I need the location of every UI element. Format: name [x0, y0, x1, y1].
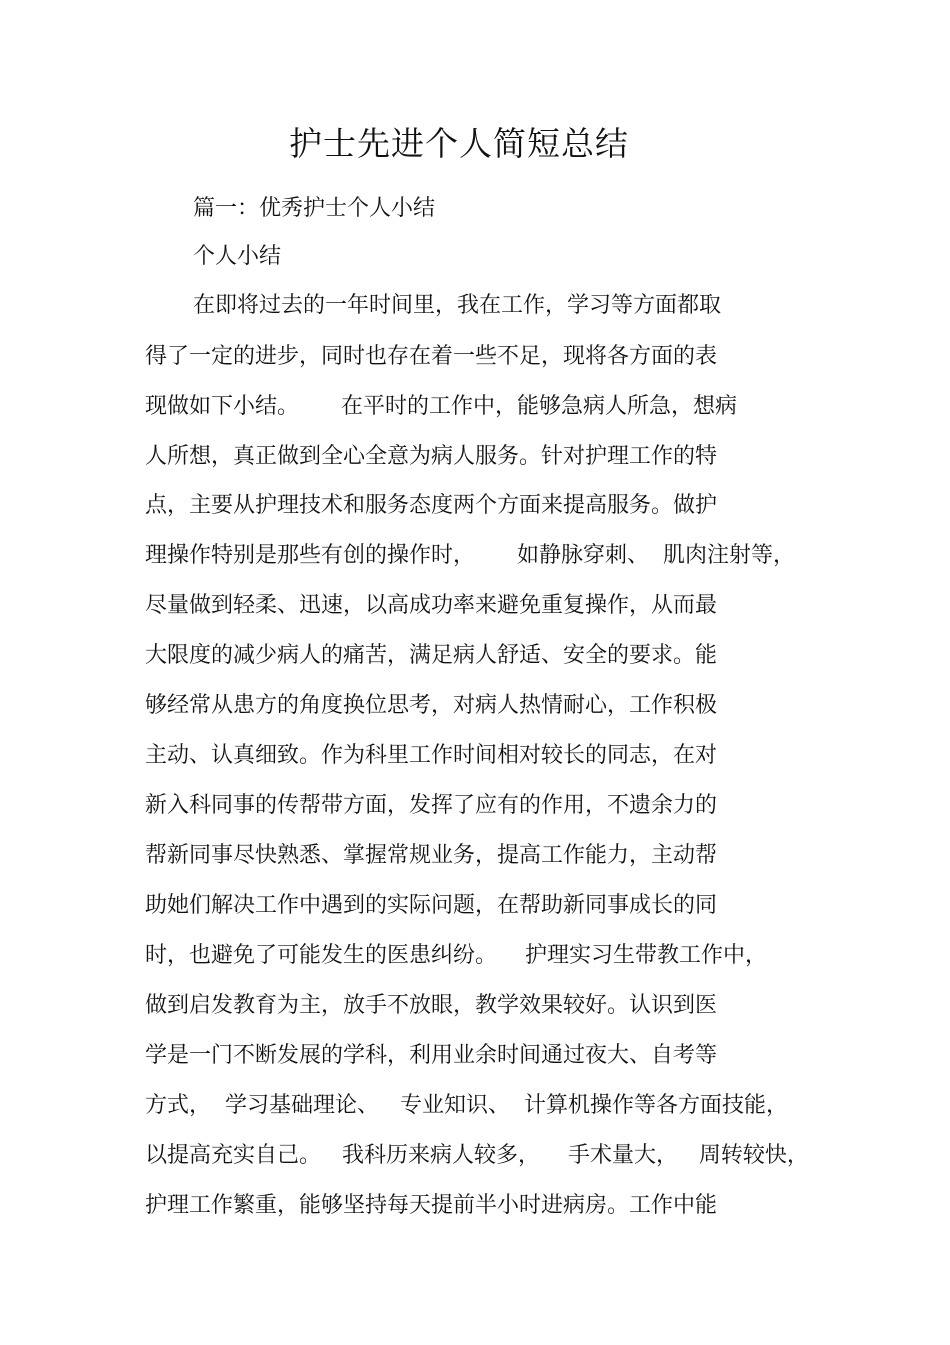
- body-line: 在即将过去的一年时间里，我在工作，学习等方面都取: [193, 293, 722, 318]
- body-line: 尽量做到轻柔、迅速，以高成功率来避免重复操作，从而最: [145, 593, 718, 618]
- subheading: 个人小结: [193, 244, 282, 269]
- body-line: 得了一定的进步，同时也存在着一些不足，现将各方面的表: [145, 344, 718, 369]
- body-line: 做到启发教育为主，放手不放眼，教学效果较好。认识到医: [145, 993, 718, 1018]
- body-line: 点，主要从护理技术和服务态度两个方面来提高服务。做护: [145, 493, 718, 518]
- body-line: 学是一门不断发展的学科，利用业余时间通过夜大、自考等: [145, 1043, 718, 1068]
- body-line: 助她们解决工作中遇到的实际问题，在帮助新同事成长的同: [145, 893, 718, 918]
- body-line: 帮新同事尽快熟悉、掌握常规业务，提高工作能力，主动帮: [145, 843, 718, 868]
- body-line: 方式， 学习基础理论、 专业知识、 计算机操作等各方面技能，: [145, 1093, 788, 1118]
- body-line: 主动、认真细致。作为科里工作时间相对较长的同志，在对: [145, 743, 718, 768]
- body-line: 人所想，真正做到全心全意为病人服务。针对护理工作的特: [145, 444, 718, 469]
- document-title: 护士先进个人简短总结: [289, 124, 629, 163]
- body-line: 时，也避免了可能发生的医患纠纷。 护理实习生带教工作中，: [145, 943, 767, 968]
- body-line: 以提高充实自己。 我科历来病人较多， 手术量大， 周转较快，: [145, 1143, 809, 1168]
- body-line: 护理工作繁重，能够坚持每天提前半小时进病房。工作中能: [145, 1193, 718, 1218]
- body-line: 现做如下小结。 在平时的工作中，能够急病人所急，想病: [145, 394, 737, 419]
- body-line: 够经常从患方的角度换位思考，对病人热情耐心，工作积极: [145, 693, 718, 718]
- body-line: 新入科同事的传帮带方面，发挥了应有的作用，不遗余力的: [145, 793, 718, 818]
- body-line: 大限度的减少病人的痛苦，满足病人舒适、安全的要求。能: [145, 643, 718, 668]
- section-heading: 篇一：优秀护士个人小结: [193, 196, 436, 221]
- body-line: 理操作特别是那些有创的操作时， 如静脉穿刺、 肌肉注射等，: [145, 543, 795, 568]
